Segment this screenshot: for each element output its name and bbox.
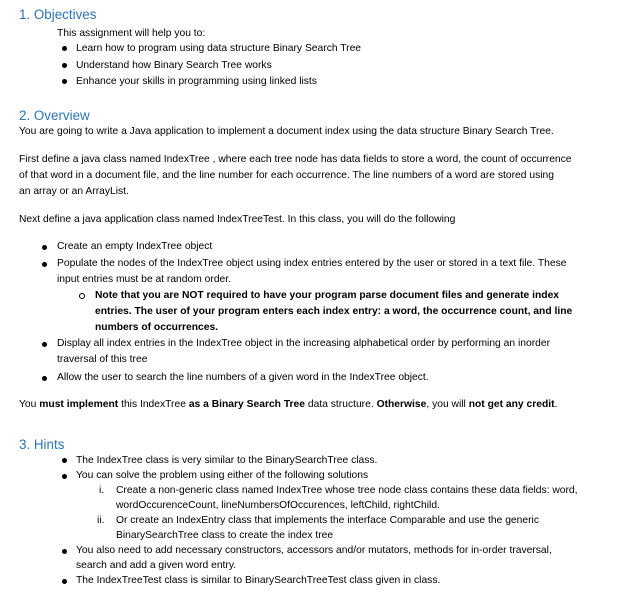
bullet-icon xyxy=(62,63,67,68)
bullet-icon xyxy=(62,579,67,584)
overview-list-item: Display all index entries in the IndexTree object in the increasing alphabetical order by performing an inorder xyxy=(57,338,550,349)
objective-item: Learn how to program using data structure Binary Search Tree xyxy=(76,43,362,54)
bullet-icon xyxy=(42,262,47,267)
hint-option-continuation: BinarySearchTree class to create the index tree xyxy=(116,530,334,541)
overview-paragraph-1: You are going to write a Java application to implement a document index using the data structure Binary Search Tree. xyxy=(19,126,554,137)
objective-item: Understand how Binary Search Tree works xyxy=(76,60,272,71)
bullet-icon xyxy=(62,46,67,51)
overview-list-item-continuation: traversal of this tree xyxy=(57,354,148,365)
hint-item: The IndexTreeTest class is similar to BinarySearchTreeTest class given in class. xyxy=(76,575,441,586)
overview-paragraph-2-line: of that word in a document file, and the line number for each occurrence. The line numbers of a word are stored using xyxy=(19,170,554,181)
objectives-intro: This assignment will help you to: xyxy=(57,28,206,39)
hint-item: You also need to add necessary constructors, accessors and/or mutators, methods for in-order traversal, xyxy=(76,545,552,556)
overview-list-item: Allow the user to search the line numbers of a given word in the IndexTree object. xyxy=(57,372,429,383)
hollow-bullet-icon xyxy=(79,293,85,299)
hint-item-continuation: search and add a given word entry. xyxy=(76,560,237,571)
hint-option-continuation: wordOccurenceCount, lineNumbersOfOccurences, leftChild, rightChild. xyxy=(116,500,440,511)
hints-heading: 3. Hints xyxy=(19,437,65,452)
bullet-icon xyxy=(62,79,67,84)
bullet-icon xyxy=(42,342,47,347)
bullet-icon xyxy=(42,245,47,250)
bullet-icon xyxy=(62,474,67,479)
hint-item: You can solve the problem using either of the following solutions xyxy=(76,470,369,481)
bullet-icon xyxy=(62,549,67,554)
hint-option: Create a non-generic class named IndexTree whose tree node class contains these data fields: word, xyxy=(116,485,578,496)
overview-heading: 2. Overview xyxy=(19,108,90,123)
hint-item: The IndexTree class is very similar to the BinarySearchTree class. xyxy=(76,455,378,466)
overview-list-item-continuation: input entries must be at random order. xyxy=(57,274,231,285)
overview-sub-item: Note that you are NOT required to have your program parse document files and generate index xyxy=(95,290,560,301)
objective-item: Enhance your skills in programming using linked lists xyxy=(76,76,317,87)
objectives-heading: 1. Objectives xyxy=(19,7,97,22)
overview-list-item: Create an empty IndexTree object xyxy=(57,241,213,252)
overview-paragraph-2-line: First define a java class named IndexTree , where each tree node has data fields to store a word, the count of occurrence xyxy=(19,154,572,165)
overview-list-item: Populate the nodes of the IndexTree object using index entries entered by the user or stored in a text file. These xyxy=(57,258,567,269)
overview-sub-item: numbers of occurrences. xyxy=(95,322,219,333)
overview-sub-item: entries. The user of your program enters each index entry: a word, the occurrence count, and line xyxy=(95,306,573,317)
bullet-icon xyxy=(42,376,47,381)
credit-warning: You must implement this IndexTree as a Binary Search Tree data structure. Otherwise, you will not get any credit. xyxy=(19,399,558,410)
overview-paragraph-3: Next define a java application class named IndexTreeTest. In this class, you will do the following xyxy=(19,214,456,225)
overview-paragraph-2-line: an array or an ArrayList. xyxy=(19,186,129,197)
hint-option: Or create an IndexEntry class that implements the interface Comparable and use the generic xyxy=(116,515,539,526)
roman-numeral: i. xyxy=(99,485,105,496)
roman-numeral: ii. xyxy=(97,515,105,526)
bullet-icon xyxy=(62,458,67,463)
